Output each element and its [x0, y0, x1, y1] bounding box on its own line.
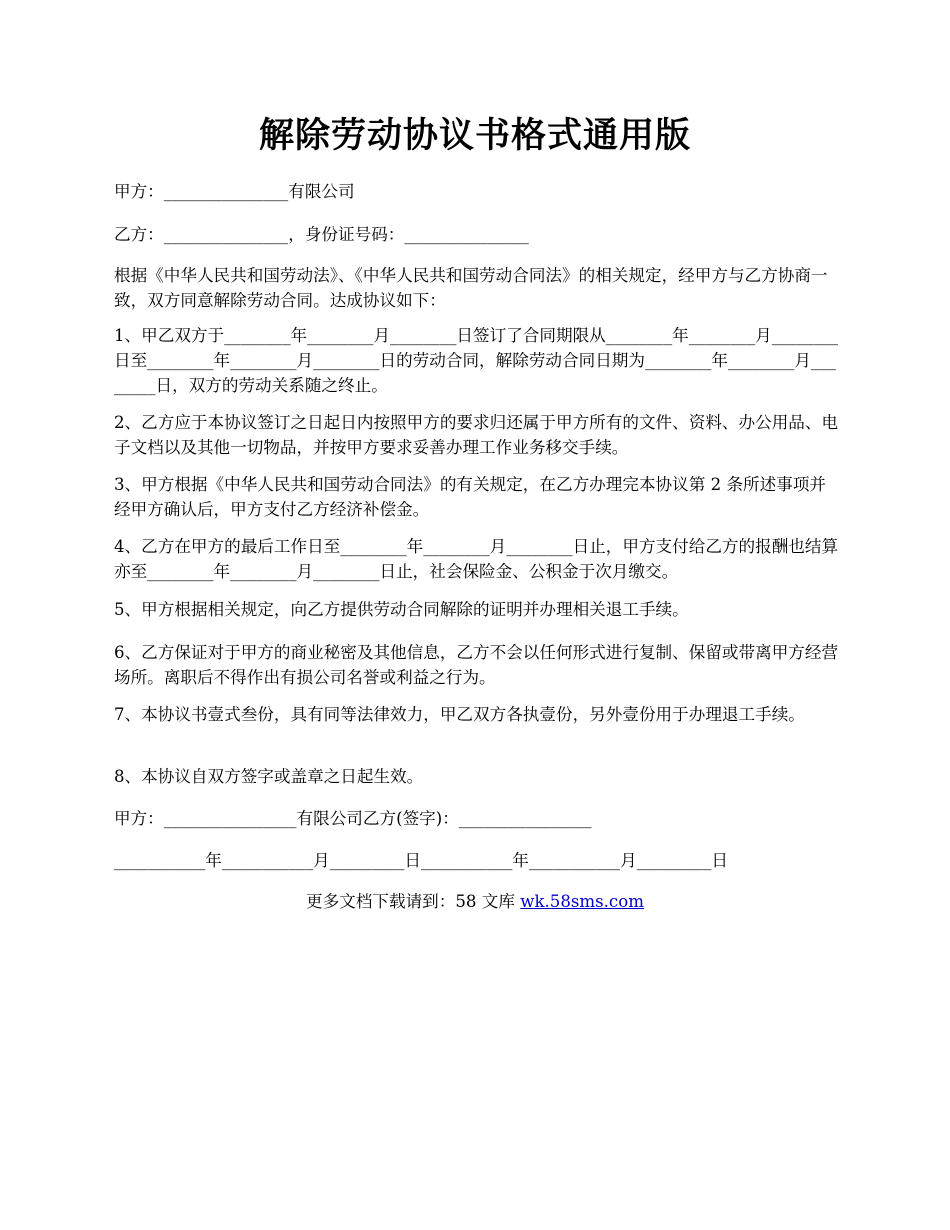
clause-7: 7、本协议书壹式叁份，具有同等法律效力，甲乙双方各执壹份，另外壹份用于办理退工手续。: [114, 705, 805, 724]
footer: [0, 889, 950, 914]
clause-2: 2、乙方应于本协议签订之日起日内按照甲方的要求归还属于甲方所有的文件、资料、办公用品、电子文档以及其他一切物品，并按甲方要求妥善办理工作业务移交手续。: [114, 413, 839, 457]
clause-4: 4、乙方在甲方的最后工作日至________年________月________日止，甲方支付给乙方的报酬也结算亦至________年________月________日止，社会保险金、公积金于次月缴交。: [114, 537, 839, 581]
clause-6: 6、乙方保证对于甲方的商业秘密及其他信息，乙方不会以任何形式进行复制、保留或带离甲方经营场所。离职后不得作出有损公司名誉或利益之行为。: [114, 643, 839, 687]
document-title: 解除劳动协议书格式通用版: [258, 115, 691, 156]
party-b-line: 乙方：_______________，身份证号码：_______________: [114, 225, 529, 244]
preamble-paragraph: 根据《中华人民共和国劳动法》、《中华人民共和国劳动合同法》的相关规定，经甲方与乙方协商一致，双方同意解除劳动合同。达成协议如下：: [114, 266, 828, 310]
footer-text: 更多文档下载请到：58 文库: [306, 892, 521, 911]
footer-link[interactable]: wk.58sms.com: [520, 892, 644, 911]
clause-5: 5、甲方根据相关规定，向乙方提供劳动合同解除的证明并办理相关退工手续。: [114, 600, 689, 619]
party-a-line: 甲方：_______________有限公司: [114, 182, 355, 201]
clause-1: 1、甲乙双方于________年________月________日签订了合同期限从________年________月________日至________年________月________日的劳动合同，解除劳动合同日期为________年________月________日，双方的劳动关系随之终止。: [114, 326, 839, 395]
date-line: ___________年___________月_________日___________年___________月_________日: [114, 851, 728, 870]
signature-line: 甲方：________________有限公司乙方(签字)：________________: [114, 809, 592, 828]
clause-3: 3、甲方根据《中华人民共和国劳动合同法》的有关规定，在乙方办理完本协议第 2 条所述事项并经甲方确认后，甲方支付乙方经济补偿金。: [114, 475, 827, 519]
clause-8: 8、本协议自双方签字或盖章之日起生效。: [114, 767, 424, 786]
